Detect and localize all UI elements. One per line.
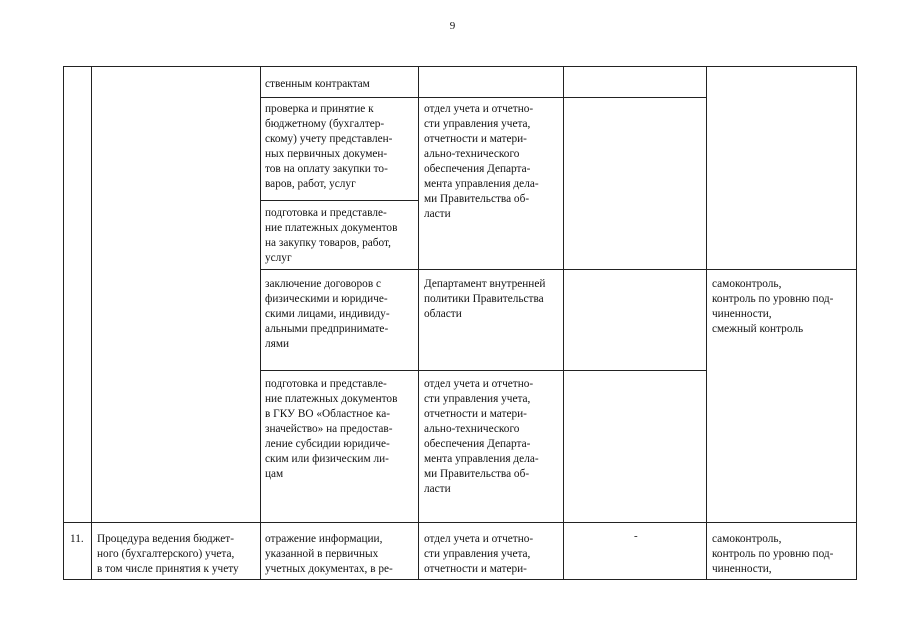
row-5-process: Процедура ведения бюджет- ного (бухгалтерского) учета, в том числе принятия к учету [97, 533, 239, 575]
col-line-3 [418, 66, 419, 580]
row-1-executor: отдел учета и отчетно- сти управления учета, отчетности и матери- ально-технического обеспечения Департа- мента управления дела- ми Правительства об- ласти [424, 103, 539, 220]
row-5-executor: отдел учета и отчетно- сти управления учета, отчетности и матери- [424, 533, 534, 575]
row-3-control: самоконтроль, контроль по уровню под- чиненности, смежный контроль [712, 278, 834, 335]
row-line-2 [260, 200, 419, 201]
col-line-2 [260, 66, 261, 580]
row-2-operation: подготовка и представле- ние платежных документов на закупку товаров, работ, услуг [265, 207, 398, 264]
row-line-1 [260, 97, 707, 98]
row-5-control: самоконтроль, контроль по уровню под- чиненности, [712, 533, 834, 575]
row-5-dash: - [634, 530, 638, 542]
row-5-number: 11. [70, 533, 84, 545]
row-line-5 [63, 522, 857, 523]
col-line-4 [563, 66, 564, 580]
row-line-3 [260, 269, 857, 270]
row-3-executor: Департамент внутренней политики Правительства области [424, 278, 546, 320]
row-0-operation: ственным контрактам [265, 78, 370, 90]
col-line-5 [706, 66, 707, 580]
page-number: 9 [449, 20, 456, 32]
row-3-operation: заключение договоров с физическими и юридиче- скими лицами, индивиду- альными предпринимате- лями [265, 278, 390, 350]
row-4-executor: отдел учета и отчетно- сти управления учета, отчетности и матери- ально-технического обеспечения Департа- мента управления дела- ми Правительства об- ласти [424, 378, 539, 495]
row-1-operation: проверка и принятие к бюджетному (бухгалтер- скому) учету представлен- ных первичных докумен- тов на оплату закупки то- варов, работ, услуг [265, 103, 393, 190]
row-5-operation: отражение информации, указанной в первичных учетных документах, в ре- [265, 533, 393, 575]
row-4-operation: подготовка и представле- ние платежных документов в ГКУ ВО «Областное ка- значейство» на предостав- ление субсидии юридиче- ским или физическим ли- цам [265, 378, 398, 480]
row-line-4 [260, 370, 707, 371]
col-line-1 [91, 66, 92, 580]
